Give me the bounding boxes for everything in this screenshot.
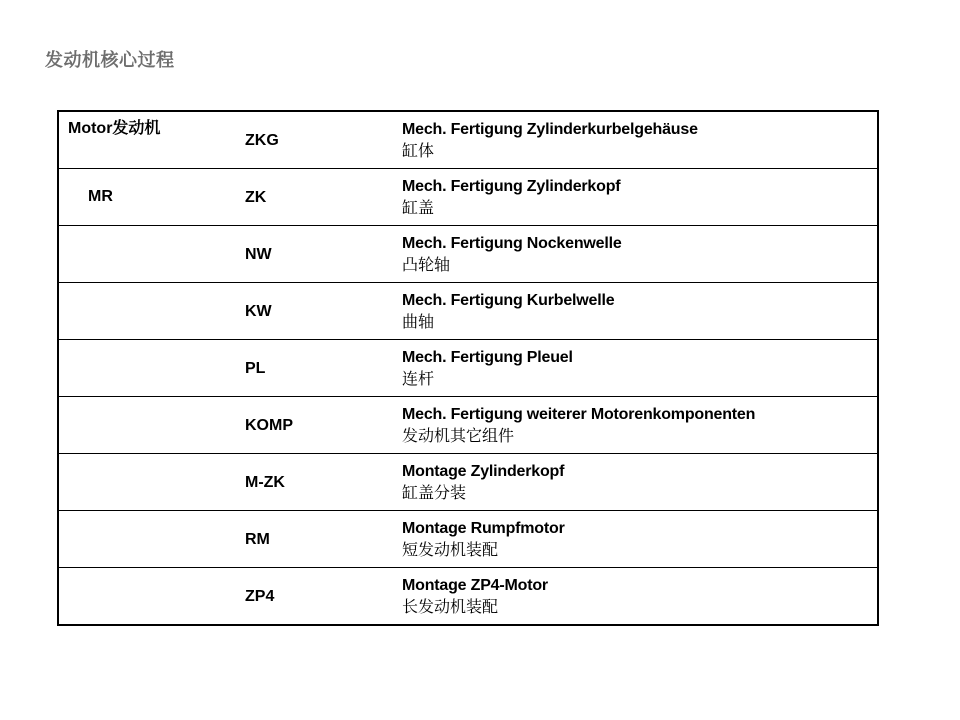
process-code: ZK [245,189,267,206]
code-cell [245,568,402,626]
code-cell [245,111,402,169]
description-german: Montage Rumpfmotor [402,520,565,537]
group-label [59,226,245,234]
process-code: ZKG [245,132,279,149]
group-label [59,340,245,348]
description-german: Mech. Fertigung Nockenwelle [402,235,622,252]
description-german: Mech. Fertigung Kurbelwelle [402,292,615,309]
description-german: Montage ZP4-Motor [402,577,548,594]
description-cell [402,568,878,626]
description-chinese: 曲轴 [402,312,435,331]
group-cell [58,226,245,283]
table-row [58,511,878,568]
description-german: Montage Zylinderkopf [402,463,565,480]
description-cell [402,397,878,454]
description-german: Mech. Fertigung Zylinderkurbelgehäuse [402,121,698,138]
description-chinese: 缸体 [402,141,435,160]
description-german: Mech. Fertigung Pleuel [402,349,573,366]
group-cell [58,511,245,568]
description-cell [402,454,878,511]
description-cell [402,511,878,568]
description-cell [402,283,878,340]
table-row [58,169,878,226]
group-label [59,397,245,405]
group-label [59,568,245,576]
description-cell [402,169,878,226]
group-cell [58,397,245,454]
group-label [59,454,245,462]
process-code: M-ZK [245,474,285,491]
table-row [58,454,878,511]
group-cell [58,568,245,626]
group-cell [58,340,245,397]
group-label [59,283,245,291]
group-cell [58,169,245,226]
group-cell [58,111,245,169]
description-chinese: 凸轮轴 [402,255,451,274]
description-cell [402,226,878,283]
process-code: PL [245,360,266,377]
description-chinese: 缸盖 [402,198,435,217]
code-cell [245,340,402,397]
description-cell [402,111,878,169]
table-row [58,568,878,626]
table-row [58,283,878,340]
group-label: Motor发动机 [68,120,161,137]
description-chinese: 发动机其它组件 [402,426,515,445]
code-cell [245,226,402,283]
table-row [58,111,878,169]
description-german: Mech. Fertigung weiterer Motorenkomponenten [402,406,756,423]
process-code: KOMP [245,417,293,434]
group-label [59,511,245,519]
description-chinese: 缸盖分装 [402,483,467,502]
description-chinese: 连杆 [402,369,435,388]
code-cell [245,511,402,568]
process-code: KW [245,303,272,320]
description-cell [402,340,878,397]
table-row [58,226,878,283]
code-cell [245,169,402,226]
process-code: RM [245,531,270,548]
code-cell [245,454,402,511]
description-german: Mech. Fertigung Zylinderkopf [402,178,621,195]
code-cell [245,283,402,340]
page-title: 发动机核心过程 [45,50,175,71]
process-code: NW [245,246,272,263]
table-row [58,340,878,397]
description-chinese: 长发动机装配 [402,597,499,616]
code-cell [245,397,402,454]
group-cell [58,283,245,340]
process-table [57,110,879,626]
table-row [58,397,878,454]
process-code: ZP4 [245,588,275,605]
group-label: MR [88,188,113,205]
description-chinese: 短发动机装配 [402,540,499,559]
group-cell [58,454,245,511]
